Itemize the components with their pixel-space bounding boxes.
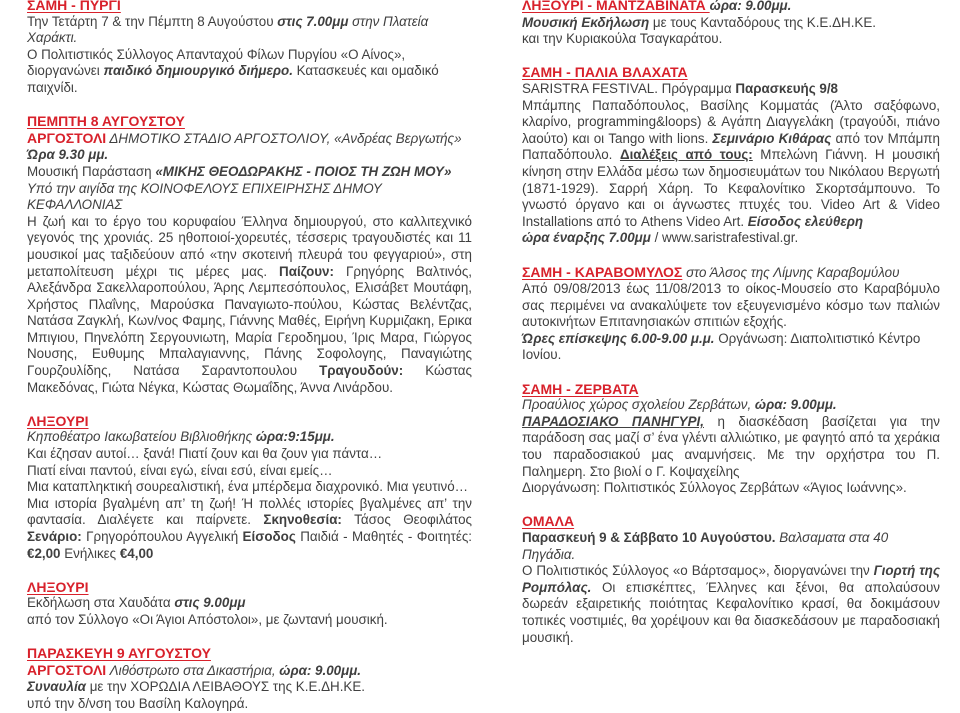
mantzavinata-heading: ΛΗΞΟΥΡΙ - ΜΑΝΤΖΑΒΙΝΑΤΑ ώρα: 9.00μμ.	[522, 0, 792, 13]
heading-thursday: ΠΕΜΠΤΗ 8 ΑΥΓΟΥΣΤΟΥ	[27, 113, 185, 130]
heading-omala: ΟΜΑΛΑ	[522, 513, 575, 530]
lixouri2-venue: Εκδήλωση στα Χαυδάτα στις 9.00μμ	[27, 595, 246, 611]
pyrgi-line-2: Ο Πολιτιστικός Σύλλογος Απανταχού Φίλων Πυργίου «Ο Αίνος»,	[27, 46, 406, 62]
spacer	[522, 497, 940, 514]
omala-date: Παρασκευή 9 & Σάββατο 10 Αυγούστου. Βαλσαματα στα 40 Πηγάδια.	[522, 530, 889, 562]
argostoli-body: Η ζωή και το έργο του κορυφαίου Έλληνα δημιουργού, στο καλλιτεχνικό γεγονός της χρονιάς. 25 ηθοποιοί-χορευτές, τέσσερις τραγουδιστές και 11 μουσικοί μας ταξιδεύουν από «την σκοτεινή πλευρά του φεγγαριού», στη μεταπολίτευση μέχρι τις μέρες μας. Παίζουν: Γρηγόρης Βαλτινός, Αλεξάνδρα Σακελλαροπούλου, Άρης Λεμπεσόπουλος, Ελισάβετ Μουτάφη, Χρήστος Πλαΐνης, Μαρούσκα Παναγιωτο-πούλου, Κώστας Βελέντζας, Νατάσα Ζαγκλή, Κων/νος Φαμης, Γιάννης Μαθές, Ειρήνη Κυρμιζακη, Ερικα Μπιγιου, Πηνελόπη Σεργουνιωτη, Μαρία Γεροδημου, Ίρις Μαρα, Γιώργος Νουσης, Ευθυμης Μπαλαγιαννης, Πάνης Σοφολογης, Παναγιώτης Γουρζουλίδης, Νατάσα Σαραντοπουλου Τραγουδούν: Κώστας Μακεδόνας, Γιώτα Νέγκα, Κώστας Θωμαΐδης, Άννα Λινάρδου.	[27, 213, 472, 395]
event-friday	[27, 645, 472, 712]
argostoli-performance: Μουσική Παράσταση «ΜΙΚΗΣ ΘΕΟΔΩΡΑΚΗΣ - ΠΟΙΟΣ ΤΗ ΖΩΗ ΜΟΥ»	[27, 163, 452, 179]
lixouri1-line-1: Και έζησαν αυτοί… ξανά! Πιατί ζουν και θα ζουν για πάντα…	[27, 446, 383, 462]
event-pyrgi	[27, 0, 472, 97]
event-karavomylos	[522, 264, 940, 365]
vlachata-start: ώρα έναρξης 7.00μμ / www.saristrafestival.gr.	[522, 230, 799, 246]
event-omala	[522, 513, 940, 646]
zervata-body: ΠΑΡΑΔΟΣΙΑΚΟ ΠΑΝΗΓΥΡΙ, η διασκέδαση βασίζεται για την παράδοση σας μαζί σ’ ένα γλέντι αλλιώτικο, με φαγητό από τα χεράκια του παραδοσιακού μας αναμνήσεις. Με την ορχήστρα του Π. Παλημερη. Στο βιολί ο Γ. Κοψαχείλης	[522, 413, 940, 479]
argostoli-aegis: Υπό την αιγίδα της ΚΟΙΝΟΦΕΛΟΥΣ ΕΠΙΧΕΙΡΗΣΗΣ ΔΗΜΟΥ ΚΕΦΑΛΛΟΝΙΑΣ	[27, 180, 382, 213]
pyrgi-line-3: διοργανώνει παιδικό δημιουργικό διήμερο. Κατασκευές και ομαδικό παιχνίδι.	[27, 63, 439, 95]
spacer	[27, 562, 472, 579]
spacer	[522, 364, 940, 381]
lixouri2-org: από τον Σύλλογο «Οι Άγιοι Απόστολοι», με ζωντανή μουσική.	[27, 611, 388, 627]
pyrgi-line-1: Την Τετάρτη 7 & την Πέμπτη 8 Αυγούστου στις 7.00μμ στην Πλατεία Χαράκτι.	[27, 13, 429, 46]
pyrgi-time: στις 7.00μμ	[277, 13, 349, 29]
heading-zervata: ΣΑΜΗ - ΖΕΡΒΑΤΑ	[522, 380, 639, 397]
friday-org: υπό την δ/νση του Βασίλη Καλογηρά.	[27, 695, 249, 711]
spacer	[522, 247, 940, 264]
lixouri1-line-2: Πιατί είναι παντού, είναι εγώ, είναι εσύ, είναι εμείς…	[27, 462, 333, 478]
festival-link[interactable]: / www.saristrafestival.gr.	[650, 230, 799, 246]
friday-event: Συναυλία με την ΧΟΡΩΔΙΑ ΛΕΙΒΑΘΟΥΣ της Κ.Ε.ΔΗ.ΚΕ.	[27, 679, 366, 695]
mantzavinata-line-1: Μουσική Εκδήλωση με τους Κανταδόρους της Κ.Ε.ΔΗ.ΚΕ.	[522, 14, 876, 30]
spacer	[27, 396, 472, 413]
heading-lixouri-2: ΛΗΞΟΥΡΙ	[27, 578, 89, 595]
lixouri1-body: Μια ιστορία βγαλμένη απ’ τη ζωή! Ή πολλές ιστορίες βγαλμένες απ’ την φαντασία. Διαλέγετε και παίρνετε. Σκηνοθεσία: Τάσος Θεοφιλάτος Σενάριο: Γρηγορόπουλου Αγγελική Είσοδος Παιδιά - Μαθητές - Φοιτητές: €2,00 Ενήλικες €4,00	[27, 495, 472, 561]
karavomylos-heading: ΣΑΜΗ - ΚΑΡΑΒΟΜΥΛΟΣ στο Άλσος της Λίμνης Καραβομύλου	[522, 263, 900, 280]
event-mantzavinata	[522, 0, 940, 48]
heading-vlachata: ΣΑΜΗ - ΠΑΛΙΑ ΒΛΑΧΑΤΑ	[522, 64, 688, 81]
event-argostoli-stadium	[27, 113, 472, 396]
argostoli-venue: ΑΡΓΟΣΤΟΛΙ ΔΗΜΟΤΙΚΟ ΣΤΑΔΙΟ ΑΡΓΟΣΤΟΛΙΟΥ, «Ανδρέας Βεργωτής» Ώρα 9.30 μμ.	[27, 129, 462, 163]
left-column	[27, 0, 472, 713]
karavomylos-body: Από 09/08/2013 έως 11/08/2013 το οίκος-Μουσείο στο Καραβόμυλο σας περιμένει να ανακαλύψετε τον εξευγενισμένο κόσμο των παλιών αυτοκινήτων Επιτανησιακών σπιτιών εξοχής.	[522, 281, 940, 330]
right-column	[522, 0, 940, 646]
zervata-org: Διοργάνωση: Πολιτιστικός Σύλλογος Ζερβάτων «Άγιος Ιωάννης».	[522, 480, 907, 496]
event-lixouri-2	[27, 579, 472, 629]
omala-body: Ο Πολιτιστικός Σύλλογος «ο Βάρτσαμος», διοργανώνει την Γιορτή της Ρομπόλας. Οι επισκέπτες, Έλληνες και ξένοι, θα απολαύσουν δωρεάν εξαιρετικής ποιότητας Κεφαλονίτικο κρασί, θα δοκιμάσουν τοπικές νοστιμιές, θα χορέψουν και θα διασκεδάσουν με παραδοσιακή μουσική.	[522, 563, 940, 645]
spacer	[27, 629, 472, 646]
vlachata-line-1: SARISTRA FESTIVAL. Πρόγραμμα Παρασκευής 9/8	[522, 80, 839, 96]
event-zervata	[522, 381, 940, 497]
event-vlachata	[522, 64, 940, 247]
zervata-venue: Προαύλιος χώρος σχολείου Ζερβάτων, ώρα: 9.00μμ.	[522, 397, 837, 413]
spacer	[27, 97, 472, 114]
heading-lixouri: ΛΗΞΟΥΡΙ	[27, 412, 89, 429]
heading-friday: ΠΑΡΑΣΚΕΥΗ 9 ΑΥΓΟΥΣΤΟΥ	[27, 645, 211, 662]
vlachata-body: Μπάμπης Παπαδόπουλος, Βασίλης Κομματάς (Άλτο σαξόφωνο, κλαρίνο, programming&loops) & Αγάπη Διαγγελάκη (τραγούδι, πιάνο λαούτο) και οι Tango with lions. Σεμινάριο Κιθάρας από τον Μπάμπη Παπαδόπουλο. Διαλέξεις από τους: Μπελώνη Γιάννη. Η μουσική κίνηση στην Ελλάδα μέσω των δημοσιευμάτων του Νικόλαου Βεργωτή (1871-1929). Σαρρή Χάρη. Το Κεφαλονίτικο Σκορτσάμπουνο. Το γνωστό όργανο και οι άγνωστες πτυχές του. Video Art & Video Installations από το Athens Video Art. Είσοδος ελεύθερη	[522, 97, 940, 229]
friday-venue: ΑΡΓΟΣΤΟΛΙ Λιθόστρωτο στα Δικαστήρια, ώρα: 9.00μμ.	[27, 661, 361, 678]
spacer	[522, 48, 940, 65]
heading-sami-pyrgi: ΣΑΜΗ - ΠΥΡΓΙ	[27, 0, 121, 13]
karavomylos-hours: Ώρες επίσκεψης 6.00-9.00 μ.μ. Οργάνωση: Διαπολιτιστικό Κέντρο Ιονίου.	[522, 330, 921, 363]
lixouri1-line-3: Μια καταπληκτική σουρεαλιστική, ένα μπέρδεμα διαχρονικό. Μια γευτινό…	[27, 479, 469, 495]
mantzavinata-line-2: και την Κυριακούλα Τσαγκαράτου.	[522, 31, 723, 47]
lixouri1-venue: Κηποθέατρο Ιακωβατείου Βιβλιοθήκης ώρα:9:15μμ.	[27, 429, 335, 445]
event-lixouri-1	[27, 413, 472, 562]
